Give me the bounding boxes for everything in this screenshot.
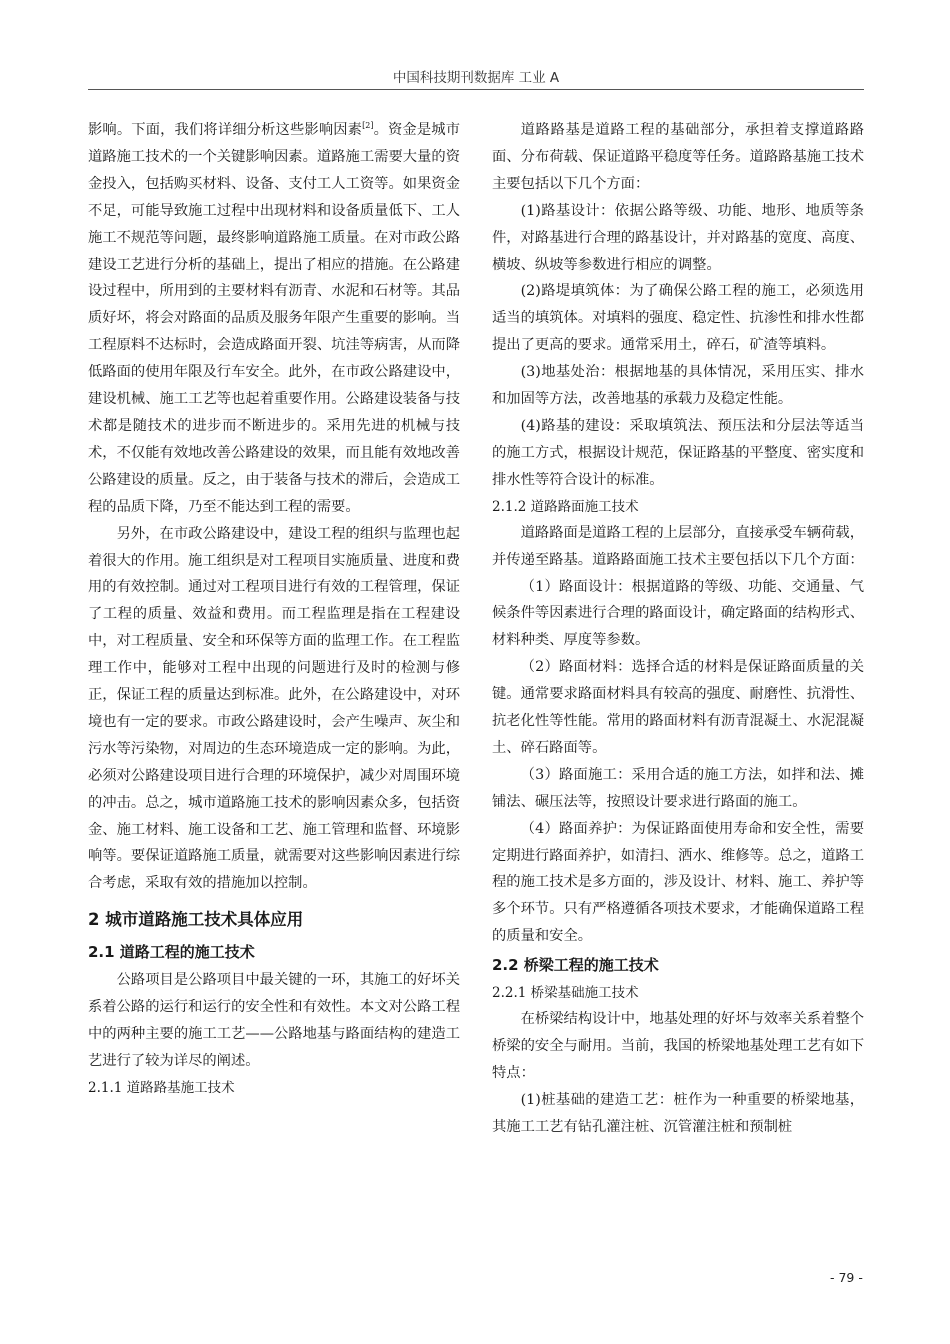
paragraph: 公路项目是公路项目中最关键的一环，其施工的好坏关系着公路的运行和运行的安全性和有效性。本文对公路工程中的两种主要的施工工艺——公路地基与路面结构的建造工艺进行了较为详尽的阐述。 [88,972,460,1069]
paragraph: 影响。下面，我们将详细分析这些影响因素[2]。资金是城市道路施工技术的一个关键影响因素。道路施工需要大量的资金投入，包括购买材料、设备、支付工人工资等。如果资金不足，可能导致施工过程中出现材料和设备质量低下、工人施工不规范等问题，最终影响道路施工质量。在对市政公路建设工艺进行分析的基础上，提出了相应的措施。在公路建设过程中，所用到的主要材料有沥青、水泥和石材等。其品质好坏，将会对路面的品质及服务年限产生重要的影响。当工程原料不达标时，会造成路面开裂、坑洼等病害，从而降低路面的使用年限及行车安全。此外，在市政公路建设中，建设机械、施工工艺等也起着重要作用。公路建设装备与技术都是随技术的进步而不断进步的。采用先进的机械与技术，不仅能有效地改善公路建设的效果，而且能有效地改善公路建设的质量。反之，由于装备与技术的滞后，会造成工程的品质下降，乃至不能达到工程的需要。 [88,121,461,515]
list-item: (1)路基设计：依据公路等级、功能、地形、地质等条件，对路基进行合理的路基设计，并对路基的宽度、高度、横坡、纵坡等参数进行相应的调整。 [492,202,864,273]
subsection-heading: 2.1 道路工程的施工技术 [88,943,255,962]
section-heading: 2 城市道路施工技术具体应用 [88,910,304,930]
list-item: （1）路面设计：根据道路的等级、功能、交通量、气候条件等因素进行合理的路面设计，确定路面的结构形式、材料种类、厚度等参数。 [492,578,864,649]
right-column [492,117,864,1141]
header-divider [88,89,864,90]
subsubsection-heading: 2.2.1 桥梁基础施工技术 [492,985,639,1002]
paragraph: 道路路面是道路工程的上层部分，直接承受车辆荷载，并传递至路基。道路路面施工技术主要包括以下几个方面： [492,524,864,568]
citation-ref: [2] [362,121,374,131]
page-number: - 79 - [830,1270,863,1285]
subsubsection-heading: 2.1.2 道路路面施工技术 [492,498,639,515]
list-item: (1)桩基础的建造工艺：桩作为一种重要的桥梁地基，其施工工艺有钻孔灌注桩、沉管灌注桩和预制桩 [492,1091,864,1135]
paragraph: 另外，在市政公路建设中，建设工程的组织与监理也起着很大的作用。施工组织是对工程项目实施质量、进度和费用的有效控制。通过对工程项目进行有效的工程管理，保证了工程的质量、效益和费用。而工程监理是指在工程建设中，对工程质量、安全和环保等方面的监理工作。在工程监理工作中，能够对工程中出现的问题进行及时的检测与修正，保证工程的质量达到标准。此外，在公路建设中，对环境也有一定的要求。市政公路建设时，会产生噪声、灰尘和污水等污染物，对周边的生态环境造成一定的影响。为此，必须对公路建设项目进行合理的环境保护，减少对周围环境的冲击。总之，城市道路施工技术的影响因素众多，包括资金、施工材料、施工设备和工艺、施工管理和监督、环境影响等。要保证道路施工质量，就需要对这些影响因素进行综合考虑，采取有效的措施加以控制。 [88,525,460,892]
list-item: （3）路面施工：采用合适的施工方法，如拌和法、摊铺法、碾压法等，按照设计要求进行路面的施工。 [492,766,864,810]
left-column [88,117,460,1101]
list-item: (3)地基处治：根据地基的具体情况，采用压实、排水和加固等方法，改善地基的承载力及稳定性能。 [492,364,864,408]
list-item: (2)路堤填筑体：为了确保公路工程的施工，必须选用适当的填筑体。对填料的强度、稳定性、抗渗性和排水性都提出了更高的要求。通常采用土，碎石，矿渣等填料。 [492,283,864,354]
subsubsection-heading: 2.1.1 道路路基施工技术 [88,1079,235,1096]
list-item: （2）路面材料：选择合适的材料是保证路面质量的关键。通常要求路面材料具有较高的强度、耐磨性、抗滑性、抗老化性等性能。常用的路面材料有沥青混凝土、水泥混凝土、碎石路面等。 [492,659,864,756]
list-item: （4）路面养护：为保证路面使用寿命和安全性，需要定期进行路面养护，如清扫、洒水、维修等。总之，道路工程的施工技术是多方面的，涉及设计、材料、施工、养护等多个环节。只有严格遵循各项技术要求，才能确保道路工程的质量和安全。 [492,820,864,945]
paragraph: 在桥梁结构设计中，地基处理的好坏与效率关系着整个桥梁的安全与耐用。当前，我国的桥梁地基处理工艺有如下特点： [492,1011,864,1081]
journal-header: 中国科技期刊数据库 工业 A [392,70,560,86]
list-item: (4)路基的建设：采取填筑法、预压法和分层法等适当的施工方式，根据设计规范，保证路基的平整度、密实度和排水性等符合设计的标准。 [492,417,864,488]
paragraph: 道路路基是道路工程的基础部分，承担着支撑道路路面、分布荷载、保证道路平稳度等任务。道路路基施工技术主要包括以下几个方面： [492,122,864,192]
subsection-heading: 2.2 桥梁工程的施工技术 [492,956,659,975]
